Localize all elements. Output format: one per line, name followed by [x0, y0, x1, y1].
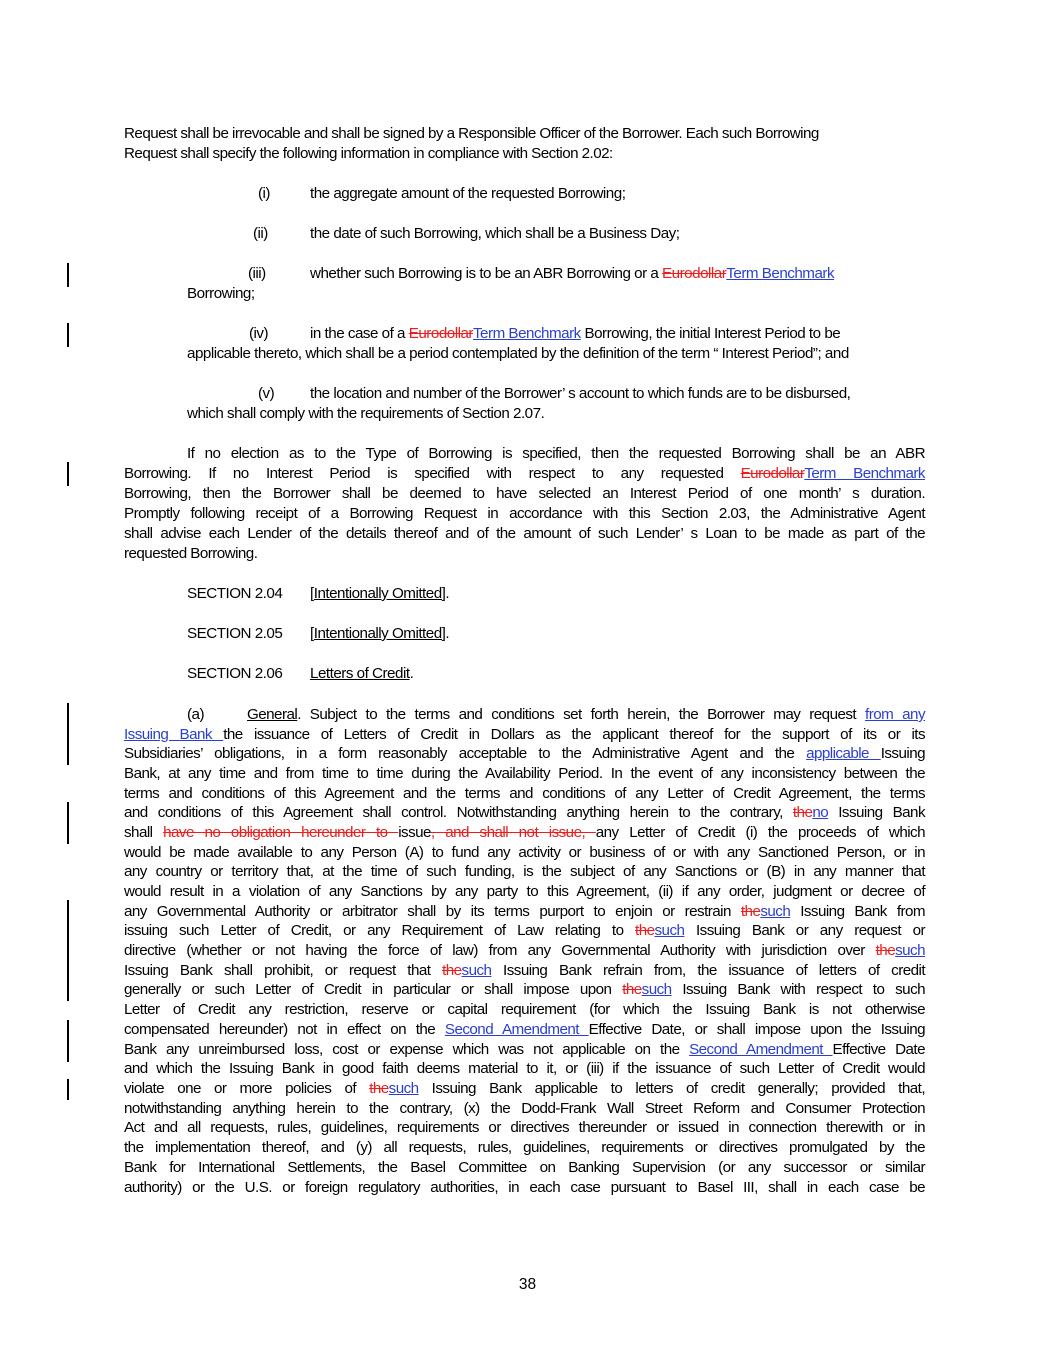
inserted-text: Second Amendment	[444, 1021, 589, 1038]
paragraph-line: requested Borrowing.	[124, 545, 258, 562]
text: Issuing Bank or any request or	[684, 922, 925, 939]
paragraph-line: notwithstanding anything herein to the contrary, (x) the Dodd-Frank Wall Street Reform and Consumer Protection	[124, 1100, 925, 1117]
change-bar	[67, 323, 69, 347]
deleted-text: the	[369, 1080, 389, 1097]
text: compensated hereunder) not in effect on the	[124, 1021, 445, 1038]
change-bar	[67, 462, 69, 486]
paragraph-line	[124, 921, 925, 941]
text: Bank any unreimbursed loss, cost or expense which was not applicable on the	[124, 1041, 690, 1058]
punct: .	[409, 665, 414, 682]
change-bar	[67, 703, 69, 765]
text: Issuing Bank shall prohibit, or request that	[124, 962, 443, 979]
section-title	[310, 664, 413, 684]
punct: .	[445, 585, 450, 602]
item-continuation: applicable thereto, which shall be a period contemplated by the definition of the term “ Interest Period”; and	[187, 345, 849, 362]
item-text: the date of such Borrowing, which shall be a Business Day;	[310, 225, 680, 242]
item-text	[310, 324, 840, 344]
paragraph-line: Act and all requests, rules, guidelines, requirements or directives thereunder or issued in connection therewith or in	[124, 1119, 925, 1136]
text: violate one or more policies of	[124, 1080, 370, 1097]
paragraph-line	[124, 980, 925, 1000]
inserted-text: such	[461, 962, 492, 979]
inserted-text: such	[895, 942, 925, 959]
section-number: SECTION 2.06	[187, 665, 283, 682]
page-number: 38	[518, 1276, 537, 1293]
inserted-text: Issuing Bank	[124, 726, 224, 743]
section-number: SECTION 2.04	[187, 585, 283, 602]
paragraph-line	[124, 1020, 925, 1040]
paragraph-line	[124, 823, 925, 843]
paragraph-line	[124, 902, 925, 922]
paragraph-line: terms and conditions of this Agreement and the terms and conditions of any Letter of Credit Agreement, the terms	[124, 785, 925, 802]
paragraph-line: shall advise each Lender of the details thereof and of the amount of such Lender’ s Loan to be made as part of the	[124, 525, 925, 542]
section-title	[310, 624, 449, 644]
inserted-text: Term Benchmark	[472, 325, 581, 342]
inserted-text: such	[388, 1080, 419, 1097]
deleted-text: the	[740, 903, 761, 920]
change-bar	[67, 802, 69, 844]
section-title-text: Letters of Credit	[310, 665, 410, 682]
text: Issuing Bank	[828, 804, 925, 821]
text: Issuing Bank from	[790, 903, 925, 920]
paragraph-line	[124, 725, 925, 745]
item-continuation: which shall comply with the requirements of Section 2.07.	[187, 405, 545, 422]
paragraph-line: would be made available to any Person (A) to fund any activity or business of or with any Sanctioned Person, or in	[124, 844, 925, 861]
paragraph-line: Promptly following receipt of a Borrowing Request in accordance with this Section 2.03, the Administrative Agent	[124, 505, 925, 522]
text: the issuance of Letters of Credit in Dollars as the applicant thereof for the support of its or its	[223, 726, 926, 743]
paragraph-line: authority) or the U.S. or foreign regulatory authorities, in each case pursuant to Basel III, shall in each case be	[124, 1179, 925, 1196]
inserted-text: applicable	[806, 745, 881, 762]
deleted-text: the	[635, 922, 655, 939]
text: Effective Date	[832, 1041, 925, 1058]
inserted-text: no	[812, 804, 829, 821]
item-text: the location and number of the Borrower’ s account to which funds are to be disbursed,	[310, 385, 851, 402]
text: issue	[398, 824, 431, 841]
paragraph-line: Bank, at any time and from time to time during the Availability Period. In the event of any inconsistency between the	[124, 765, 925, 782]
paragraph-line: would result in a violation of any Sanctions by any party to this Agreement, (ii) if any order, judgment or decree of	[124, 883, 925, 900]
text: in the case of a	[310, 325, 409, 342]
paragraph-line	[124, 803, 925, 823]
intro-line: Request shall specify the following information in compliance with Section 2.02:	[124, 145, 613, 162]
change-bar	[67, 900, 69, 1001]
text: Issuing	[880, 745, 925, 762]
inserted-text: Term Benchmark	[804, 465, 925, 482]
deleted-text: have no obligation hereunder to	[163, 824, 399, 841]
text: any Letter of Credit (i) the proceeds of which	[595, 824, 925, 841]
text: generally or such Letter of Credit in particular or shall impose upon	[124, 981, 623, 998]
text: Borrowing, the initial Interest Period to be	[580, 325, 841, 342]
paragraph-line	[124, 1079, 925, 1099]
paragraph-line	[247, 705, 925, 725]
text: . Subject to the terms and conditions set forth herein, the Borrower may request	[297, 706, 866, 723]
text: Issuing Bank refrain from, the issuance of letters of credit	[491, 962, 925, 979]
text: shall	[124, 824, 164, 841]
inserted-text: from any	[865, 706, 925, 723]
text: directive (whether or not having the force of law) from any Governmental Authority with jurisdiction over	[124, 942, 876, 959]
inserted-text: such	[641, 981, 672, 998]
item-text: the aggregate amount of the requested Borrowing;	[310, 185, 626, 202]
clause-heading: General	[247, 706, 298, 723]
text: whether such Borrowing is to be an ABR Borrowing or a	[310, 265, 663, 282]
deleted-text: the	[792, 804, 813, 821]
inserted-text: such	[654, 922, 685, 939]
intro-line: Request shall be irrevocable and shall be signed by a Responsible Officer of the Borrower. Each such Borrowing	[124, 125, 819, 142]
paragraph-line: Bank for International Settlements, the Basel Committee on Banking Supervision (or any successor or similar	[124, 1159, 925, 1176]
paragraph-line: any country or territory that, at the time of such funding, is the subject of any Sanctions or (B) in any manner that	[124, 863, 925, 880]
inserted-text: Term Benchmark	[726, 265, 835, 282]
item-number: (iii)	[248, 265, 266, 282]
paragraph-line: the implementation thereof, and (y) all requests, rules, guidelines, requirements or directives promulgated by the	[124, 1139, 925, 1156]
paragraph-line: and which the Issuing Bank in good faith deems material to it, or (iii) if the issuance of such Letter of Credit would	[124, 1060, 925, 1077]
section-title	[310, 584, 449, 604]
text: and conditions of this Agreement shall control. Notwithstanding anything herein to the contrary,	[124, 804, 793, 821]
inserted-text: such	[760, 903, 791, 920]
paragraph-line	[124, 1040, 925, 1060]
section-title-text: [Intentionally Omitted]	[310, 585, 446, 602]
paragraph-line	[124, 941, 925, 961]
item-number: (i)	[258, 185, 270, 202]
text: issuing such Letter of Credit, or any Requirement of Law relating to	[124, 922, 636, 939]
paragraph-line	[124, 744, 925, 764]
deleted-text: the	[442, 962, 462, 979]
deleted-text: Eurodollar	[740, 465, 805, 482]
change-bar	[67, 1079, 69, 1100]
inserted-text: Second Amendment	[689, 1041, 833, 1058]
section-number: SECTION 2.05	[187, 625, 283, 642]
item-number: (v)	[258, 385, 275, 402]
item-number: (ii)	[253, 225, 268, 242]
paragraph-line: Letter of Credit any restriction, reserve or capital requirement (for which the Issuing Bank is not otherwise	[124, 1001, 925, 1018]
deleted-text: the	[622, 981, 642, 998]
deleted-text: , and shall not issue,	[430, 824, 596, 841]
paragraph-line	[124, 464, 925, 484]
deleted-text: the	[875, 942, 896, 959]
text: Subsidiaries’ obligations, in a form reasonably acceptable to the Administrative Agent and the	[124, 745, 807, 762]
paragraph-line	[124, 961, 925, 981]
paragraph-line: If no election as to the Type of Borrowing is specified, then the requested Borrowing shall be an ABR	[187, 445, 925, 462]
text: Issuing Bank applicable to letters of credit generally; provided that,	[418, 1080, 925, 1097]
text: Borrowing. If no Interest Period is specified with respect to any requested	[124, 465, 741, 482]
item-text	[310, 264, 834, 284]
text: Issuing Bank with respect to such	[671, 981, 926, 998]
text: any Governmental Authority or arbitrator shall by its terms purport to enjoin or restrain	[124, 903, 741, 920]
deleted-text: Eurodollar	[408, 325, 473, 342]
deleted-text: Eurodollar	[662, 265, 727, 282]
item-continuation: Borrowing;	[187, 285, 255, 302]
text: Effective Date, or shall impose upon the Issuing	[588, 1021, 925, 1038]
clause-label: (a)	[187, 706, 205, 723]
change-bar	[67, 1020, 69, 1062]
punct: .	[445, 625, 450, 642]
section-title-text: [Intentionally Omitted]	[310, 625, 446, 642]
item-number: (iv)	[249, 325, 269, 342]
paragraph-line: Borrowing, then the Borrower shall be deemed to have selected an Interest Period of one month’ s duration.	[124, 485, 925, 502]
change-bar	[67, 263, 69, 287]
